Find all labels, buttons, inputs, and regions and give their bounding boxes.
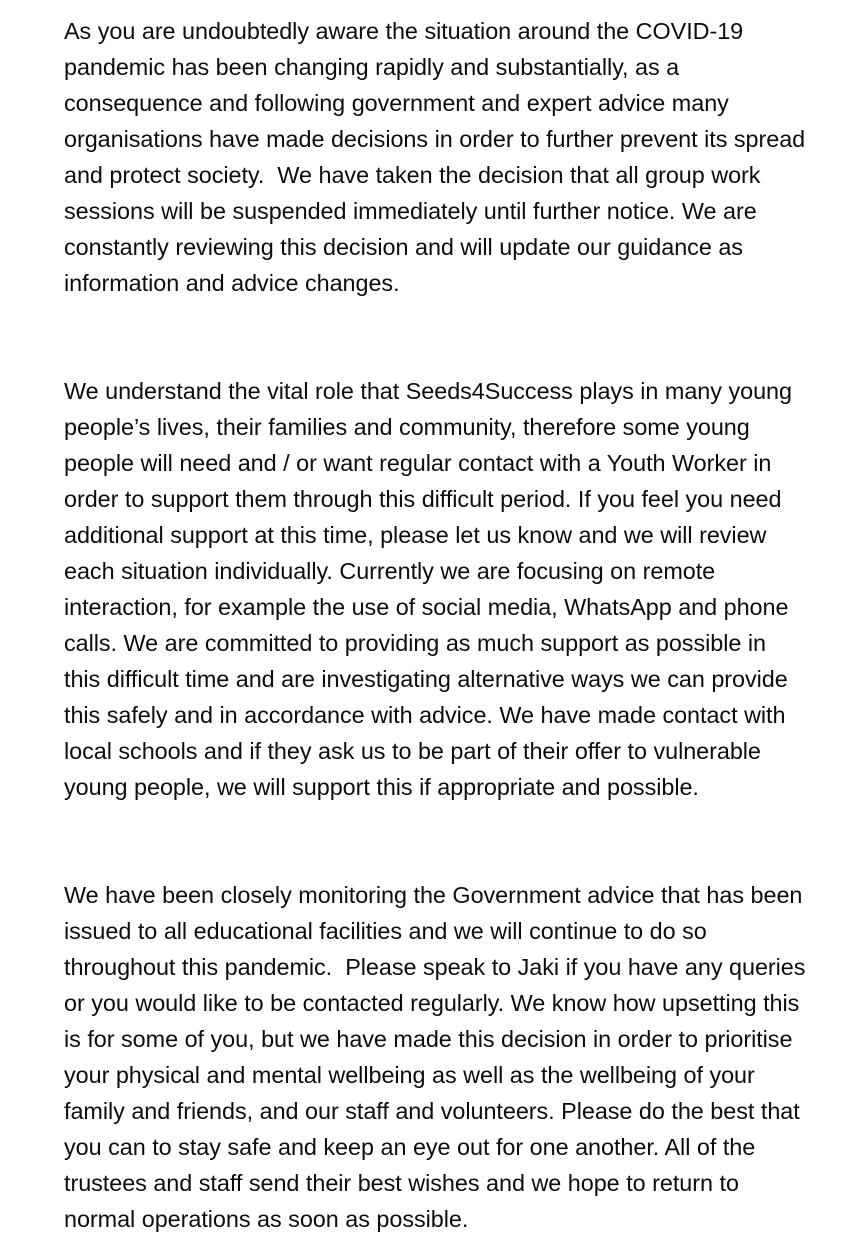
paragraph-3: We have been closely monitoring the Government advice that has been issued to all educational facilities and we will continue to do so throughout this pandemic. Please speak to Jaki if you have any queries or you would like to be contacted regularly. We know how upsetting this is for some of you, but we have made this decision in order to prioritise your physical and mental wellbeing as well as the wellbeing of your family and friends, and our staff and volunteers. Please do the best that you can to stay safe and keep an eye out for one another. All of the trustees and staff send their best wishes and we hope to return to normal operations as soon as possible. — [64, 882, 812, 1232]
document-body — [64, 13, 812, 1237]
paragraph-1: As you are undoubtedly aware the situation around the COVID-19 pandemic has been changing rapidly and substantially, as a consequence and following government and expert advice many organisations have made decisions in order to further prevent its spread and protect society. We have taken the decision that all group work sessions will be suspended immediately until further notice. We are constantly reviewing this decision and will update our guidance as information and advice changes. — [64, 18, 812, 296]
paragraph-2: We understand the vital role that Seeds4Success plays in many young people’s lives, their families and community, therefore some young people will need and / or want regular contact with a Youth Worker in order to support them through this difficult period. If you feel you need additional support at this time, please let us know and we will review each situation individually. Currently we are focusing on remote interaction, for example the use of social media, WhatsApp and phone calls. We are committed to providing as much support as possible in this difficult time and are investigating alternative ways we can provide this safely and in accordance with advice. We have made contact with local schools and if they ask us to be part of their offer to vulnerable young people, we will support this if appropriate and possible. — [64, 378, 799, 800]
